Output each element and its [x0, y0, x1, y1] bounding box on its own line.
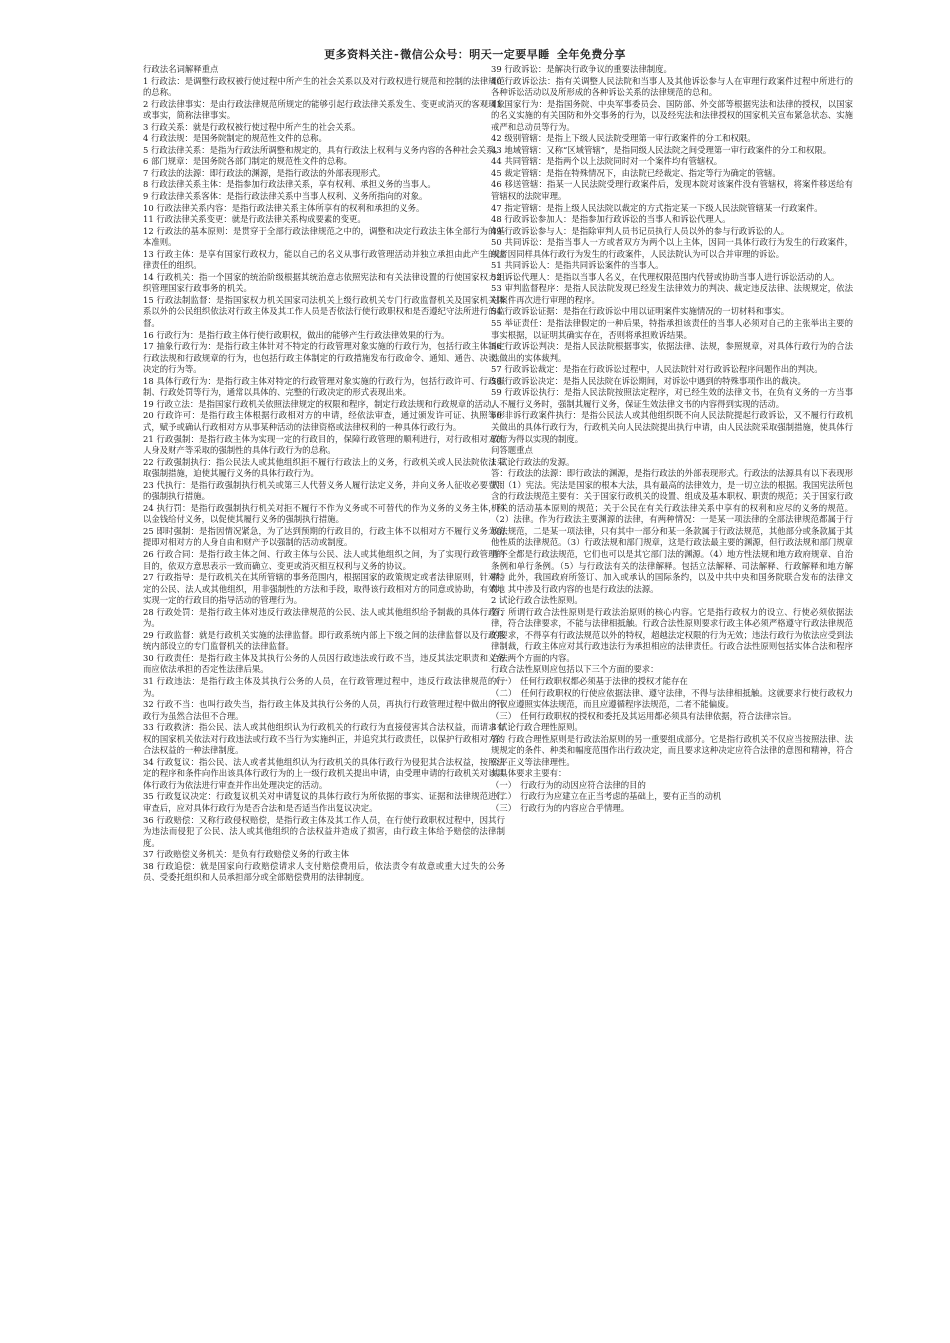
right-column-paragraph: 50 共同诉讼：是指当事人一方或者双方为两个以上主体，因同一具体行政行为发生的行政案件，或者因同样具体行政行为发生的行政案件，人民法院认为可以合并审理的诉讼。: [491, 237, 853, 259]
right-column-paragraph: 43 地域管辖：又称“区域管辖”，是指同级人民法院之间受理第一审行政案件的分工和权限。: [491, 144, 832, 155]
right-column-paragraph: 55 举证责任：是指法律假定的一种后果，特指承担该责任的当事人必须对自己的主张举出主要的事实根据，以证明其确实存在，否则将承担败诉结果。: [491, 318, 853, 340]
left-column-paragraph: 14 行政机关：指一个国家的统治阶级根据其统治意志依照宪法和有关法律设置的行使国家权力组织管理国家行政事务的机关。: [143, 271, 505, 294]
right-column-paragraph: 56 行政诉讼判决：是指人民法院根据事实，依据法律、法规，参照规章，对具体行政行为的合法性做出的实体裁判。: [491, 341, 853, 363]
left-column-paragraph: 27 行政指导：是行政机关在其所管辖的事务范围内，根据国家的政策规定或者法律原则，针对特定的公民、法人或其他组织，用非强制性的方法和手段，取得该行政相对方的同意或协助，有效地实现一定的行政目的指导活动的管理行为。: [143, 572, 505, 606]
right-column-paragraph: 行政合法性原则应包括以下三个方面的要求：: [491, 664, 659, 675]
right-column-paragraph: 3 试论行政合理性原则。: [491, 722, 583, 733]
left-column-paragraph: 5 行政法律关系：是指为行政法所调整和规定的，具有行政法上权利与义务内容的各种社会关系。: [143, 144, 503, 155]
right-column-paragraph: （一） 任何行政职权都必须基于法律的授权才能存在: [491, 675, 688, 686]
left-column-paragraph: 25 即时强制：是指因情况紧急，为了达到预期的行政目的，行政主体不以相对方不履行义务为前提即对相对方的人身自由和财产予以强制的活动或制度。: [143, 525, 505, 548]
left-column-paragraph: 8 行政法律关系主体：是指参加行政法律关系，享有权利、承担义务的当事人。: [143, 179, 436, 190]
right-column-paragraph: （二） 任何行政职权的行使应依据法律、遵守法律，不得与法律相抵触。这就要求行使行政权力不仅应遵照实体法规范，而且应遵循程序法规范，二者不能偏废。: [491, 687, 853, 710]
left-column-paragraph: 32 行政不当：也叫行政失当，指行政主体及其执行公务的人员，再执行行政管理过程中做出的行政行为虽然合法但不合理。: [143, 699, 505, 721]
left-column-paragraph: 36 行政赔偿：又称行政侵权赔偿，是指行政主体及其工作人员，在行使行政职权过程中，因其行为违法而侵犯了公民、法人或其他组织的合法权益并造成了损害，由行政主体给予赔偿的法律制度。: [143, 814, 505, 848]
right-column-paragraph: 其具体要求主要有：: [491, 768, 567, 779]
right-column-paragraph: （二） 行政行为应建立在正当考虑的基础上，要有正当的动机: [491, 791, 722, 802]
left-column-paragraph: 11 行政法律关系变更：就是行政法律关系构成要素的变更。: [143, 214, 366, 225]
left-column-paragraph: 34 行政复议：指公民、法人或者其他组织认为行政机关的具体行政行为侵犯其合法权益，按照法定的程序和条件向作出该具体行政行为的上一级行政机关提出申请，由受理申请的行政机关对该具体行政行为依法进行审查并作出处理决定的活动。: [143, 756, 505, 790]
right-column-paragraph: 答：行政合理性原则是行政法治原则的另一重要组成部分。它是指行政机关不仅应当按照法律、法规规定的条件、种类和幅度范围作出行政决定，而且要求这种决定应符合法律的意图和精神，符合公平正义等法律理性。: [491, 733, 853, 767]
left-column-paragraph: 20 行政许可：是指行政主体根据行政相对方的申请，经依法审查，通过颁发许可证、执照等形式，赋予或确认行政相对方从事某种活动的法律资格或法律权利的一种具体行政行为。: [143, 410, 505, 432]
right-column-paragraph: （三） 任何行政职权的授权和委托及其运用都必须具有法律依据，符合法律宗旨。: [491, 710, 797, 721]
right-column-paragraph: 47 指定管辖：是指上级人民法院以裁定的方式指定某一下级人民法院管辖某一行政案件。: [491, 202, 823, 213]
right-column-paragraph: （三） 行政行为的内容应合乎情理。: [491, 803, 630, 813]
left-column-paragraph: 33 行政救济：指公民、法人或其他组织认为行政机关的行政行为直接侵害其合法权益，而请求有权的国家机关依法对行政违法或行政不当行为实施纠正，并追究其行政责任，以保护行政相对方的合法权益的一种法律制度。: [143, 722, 505, 756]
right-column-paragraph: 52 诉讼代理人：是指以当事人名义，在代理权限范围内代替或协助当事人进行诉讼活动的人。: [491, 271, 840, 282]
left-column-paragraph: 19 行政立法：是指国家行政机关依照法律规定的权限和程序，制定行政法规和行政规章的活动。: [143, 398, 500, 409]
right-column-paragraph: 57 行政诉讼裁定：是指在行政诉讼过程中，人民法院针对行政诉讼程序问题作出的判决。: [491, 364, 823, 375]
right-column-paragraph: 问答题重点: [491, 445, 533, 456]
left-column-paragraph: 37 行政赔偿义务机关：是负有行政赔偿义务的行政主体: [143, 849, 349, 860]
left-column-paragraph: 行政法名词解释重点: [143, 64, 219, 74]
left-column-paragraph: 21 行政强制：是指行政主体为实现一定的行政目的，保障行政管理的顺利进行，对行政相对方的人身及财产等采取的强制性的具体行政行为的总称。: [143, 433, 505, 456]
left-column-paragraph: 13 行政主体：是享有国家行政权力，能以自己的名义从事行政管理活动并独立承担由此产生的法律责任的组织。: [143, 248, 505, 271]
left-column-paragraph: 26 行政合同：是指行政主体之间、行政主体与公民、法人或其他组织之间，为了实现行政管理的目的，依双方意思表示一致而确立、变更或消灭相互权利与义务的协议。: [143, 548, 505, 571]
left-column-paragraph: 24 执行罚：是指行政强制执行机关对拒不履行不作为义务或不可替代的作为义务的义务主体，科以金钱给付义务，以促使其履行义务的强制执行措施。: [143, 502, 505, 525]
left-column-paragraph: 6 部门规章：是国务院各部门制定的规范性文件的总称。: [143, 156, 352, 167]
left-column-paragraph: 7 行政法的法源：即行政法的渊源，是指行政法的外部表现形式。: [143, 167, 386, 178]
left-column-paragraph: 35 行政复议决定：行政复议机关对申请复议的具体行政行为所依据的事实、证据和法律规范进行审查后，应对具体行政行为是否合法和是否适当作出复议决定。: [143, 791, 505, 813]
left-column-paragraph: 31 行政违法：是指行政主体及其执行公务的人员，在行政管理过程中，违反行政法律规范的行为。: [143, 675, 505, 698]
left-column-paragraph: 22 行政强制执行：指公民法人或其他组织拒不履行行政法上的义务，行政机关或人民法院依法采取强制措施，迫使其履行义务的具体行政行为。: [143, 456, 505, 479]
right-column-paragraph: 54 行政诉讼证据：是指在行政诉讼中用以证明案件实施情况的一切材料和事实。: [491, 306, 790, 317]
right-column-paragraph: 42 级别管辖：是指上下级人民法院受理第一审行政案件的分工和权限。: [491, 133, 756, 144]
right-column-paragraph: （一） 行政行为的动因应符合法律的目的: [491, 779, 646, 790]
page-header: 更多资料关注-微信公众号：明天一定要早睡 全年免费分享: [324, 48, 626, 61]
right-column-paragraph: 51 共同诉讼人：是指共同诉讼案件的当事人。: [491, 260, 664, 271]
right-column-paragraph: 44 共同管辖：是指两个以上法院同时对一个案件均有管辖权。: [491, 156, 723, 167]
right-column-paragraph: 45 裁定管辖：是指在特殊情况下，由法院已经裁定、指定等行为确定的管辖。: [491, 167, 781, 178]
left-column-paragraph: 17 抽象行政行为：是指行政主体针对不特定的行政管理对象实施的行政行为，包括行政主体制定行政法规和行政规章的行为，也包括行政主体制定的行政措施发布行政命令、通知、通告、决议、决定的行为等。: [143, 341, 505, 375]
left-column-paragraph: 23 代执行：是指行政强制执行机关或第三人代替义务人履行法定义务，并向义务人征收必要费用的强制执行措施。: [143, 479, 505, 502]
right-column-paragraph: 59 行政诉讼执行：是指人民法院按照法定程序，对已经生效的法律文书，在负有义务的一方当事人不履行义务时，强制其履行义务，保证生效法律文书的内容得到实现的活动。: [491, 387, 853, 409]
left-column-paragraph: 38 行政追偿：就是国家向行政赔偿请求人支付赔偿费用后，依法责令有故意或重大过失的公务员、受委托组织和人员承担部分或全部赔偿费用的法律制度。: [143, 860, 505, 883]
right-column-paragraph: 答：所谓行政合法性原则是行政法治原则的核心内容。它是指行政权力的设立、行使必须依据法律，符合法律要求，不能与法律相抵触。行政合法性原则要求行政主体必须严格遵守行政法律规范的要求，不得享有行政法规范以外的特权，超越法定权限的行为无效；违法行政行为依法应受到法律制裁，行政主体应对其行政违法行为承担相应的法律责任。行政合法性原则包括实体合法和程序合法两个方面的内容。: [491, 606, 853, 663]
right-column-paragraph: 40 行政诉讼法：指有关调整人民法院和当事人及其他诉讼参与人在审理行政案件过程中所进行的各种诉讼活动以及所形成的各种诉讼关系的法律规范的总和。: [491, 75, 853, 98]
right-column-paragraph: 58 行政诉讼决定：是指人民法院在诉讼期间，对诉讼中遇到的特殊事项作出的裁决。: [491, 375, 806, 386]
left-column-paragraph: 2 行政法律事实：是由行政法律规范所规定的能够引起行政法律关系发生、变更或消灭的客观现象或事实，简称法律事实。: [143, 98, 505, 121]
right-column-paragraph: 答：行政法的法源：即行政法的渊源，是指行政法的外部表现形式。行政法的法源具有以下表现形式：（1）宪法。宪法是国家的根本大法，具有最高的法律效力，是一切立法的根据。我国宪法所包含的行政法规范主要有：关于国家行政机关的设置、组成及基本职权、职责的规范；关于国家行政机关的活动基本原则的规范；关于公民在有关行政法律关系中享有的权利和应尽的义务的规范。（2）法律。作为行政法主要渊源的法律，有两种情况：一是某一项法律的全部法律规范都属于行政法规范，二是某一项法律，只有其中一部分和某一条款属于行政法规范，其他部分或条款属于其他性质的法律规范。（3）行政法规和部门规章，这是行政法最主要的渊源，但行政法规和部门规章并不全都是行政法规范，它们也可以是其它部门法的渊源。（4）地方性法规和地方政府规章、自治条例和单行条例。（5）与行政法有关的法律解释。包括立法解释、司法解释、行政解释和地方解释。此外，我国政府所签订、加入或承认的国际条约，以及中共中央和国务院联合发布的法律文件，其中涉及行政内容的也是行政法的法源。: [491, 468, 853, 594]
right-column: [491, 64, 853, 815]
right-column-paragraph: 41 国家行为：是指国务院、中央军事委员会、国防部、外交部等根据宪法和法律的授权，以国家的名义实施的有关国防和外交事务的行为，以及经宪法和法律授权的国家机关宣布紧急状态、实施戒严和总动员等行为。: [491, 98, 853, 132]
right-column-paragraph: 46 移送管辖：指某一人民法院受理行政案件后，发现本院对该案件没有管辖权，将案件移送给有管辖权的法院审理。: [491, 179, 853, 202]
left-column-paragraph: 10 行政法律关系内容：是指行政法律关系主体所享有的权利和承担的义务。: [143, 202, 425, 213]
right-column-paragraph: 48 行政诉讼参加人：是指参加行政诉讼的当事人和诉讼代理人。: [491, 214, 731, 225]
left-column-paragraph: 9 行政法律关系客体：是指行政法律关系中当事人权利、义务所指向的对象。: [143, 191, 428, 202]
left-column-paragraph: 4 行政法规：是国务院制定的规范性文件的总称。: [143, 133, 327, 144]
right-column-paragraph: 1 试论行政法的发源。: [491, 456, 575, 467]
left-column-paragraph: 15 行政法制监督：是指国家权力机关国家司法机关上级行政机关专门行政监督机关及国家机关体系以外的公民组织依法对行政主体及其工作人员是否依法行使行政职权和是否遵纪守法所进行的监督。: [143, 294, 505, 329]
left-column-paragraph: 12 行政法的基本原则：是贯穿于全部行政法律规范之中的，调整和决定行政法主体全部行为的基本准则。: [143, 225, 505, 248]
left-column-paragraph: 18 具体行政行为：是指行政主体对特定的行政管理对象实施的行政行为，包括行政许可、行政强制、行政处罚等行为，通常以具体的、完整的行政决定的形式表现出来。: [143, 375, 505, 398]
right-column-paragraph: 2 试论行政合法性原则。: [491, 595, 583, 606]
left-column-paragraph: 28 行政处罚：是指行政主体对违反行政法律规范的公民、法人或其他组织给予制裁的具体行政行为。: [143, 606, 505, 629]
left-column: [143, 64, 505, 884]
left-column-paragraph: 1 行政法：是调整行政权被行使过程中所产生的社会关系以及对行政权进行规范和控制的法律规范的总称。: [143, 75, 505, 98]
right-column-paragraph: 53 审判监督程序：是指人民法院发现已经发生法律效力的判决、裁定违反法律、法规规定，依法对案件再次进行审理的程序。: [491, 283, 853, 305]
left-column-paragraph: 3 行政关系：就是行政权被行使过程中所产生的社会关系。: [143, 121, 361, 132]
left-column-paragraph: 30 行政责任：是指行政主体及其执行公务的人员因行政违法或行政不当，违反其法定职责和义务而应依法承担的否定性法律后果。: [143, 652, 505, 675]
right-column-paragraph: 60 非诉行政案件执行：是指公民法人或其他组织既不向人民法院提起行政诉讼，又不履行行政机关做出的具体行政行为，行政机关向人民法院提出执行申请，由人民法院采取强制措施，使具体行政行为得以实现的制度。: [491, 410, 853, 444]
right-column-paragraph: 39 行政诉讼：是解决行政争议的重要法律制度。: [491, 64, 672, 74]
left-column-paragraph: 29 行政监督：就是行政机关实施的法律监督。即行政系统内部上下级之间的法律监督以及行政系统内部设立的专门监督机关的法律监督。: [143, 629, 505, 652]
left-column-paragraph: 16 行政行为：是指行政主体行使行政职权，做出的能够产生行政法律效果的行为。: [143, 329, 450, 340]
right-column-paragraph: 49 行政诉讼参与人：是指除审判人员书记员执行人员以外的参与行政诉讼的人。: [491, 225, 790, 236]
